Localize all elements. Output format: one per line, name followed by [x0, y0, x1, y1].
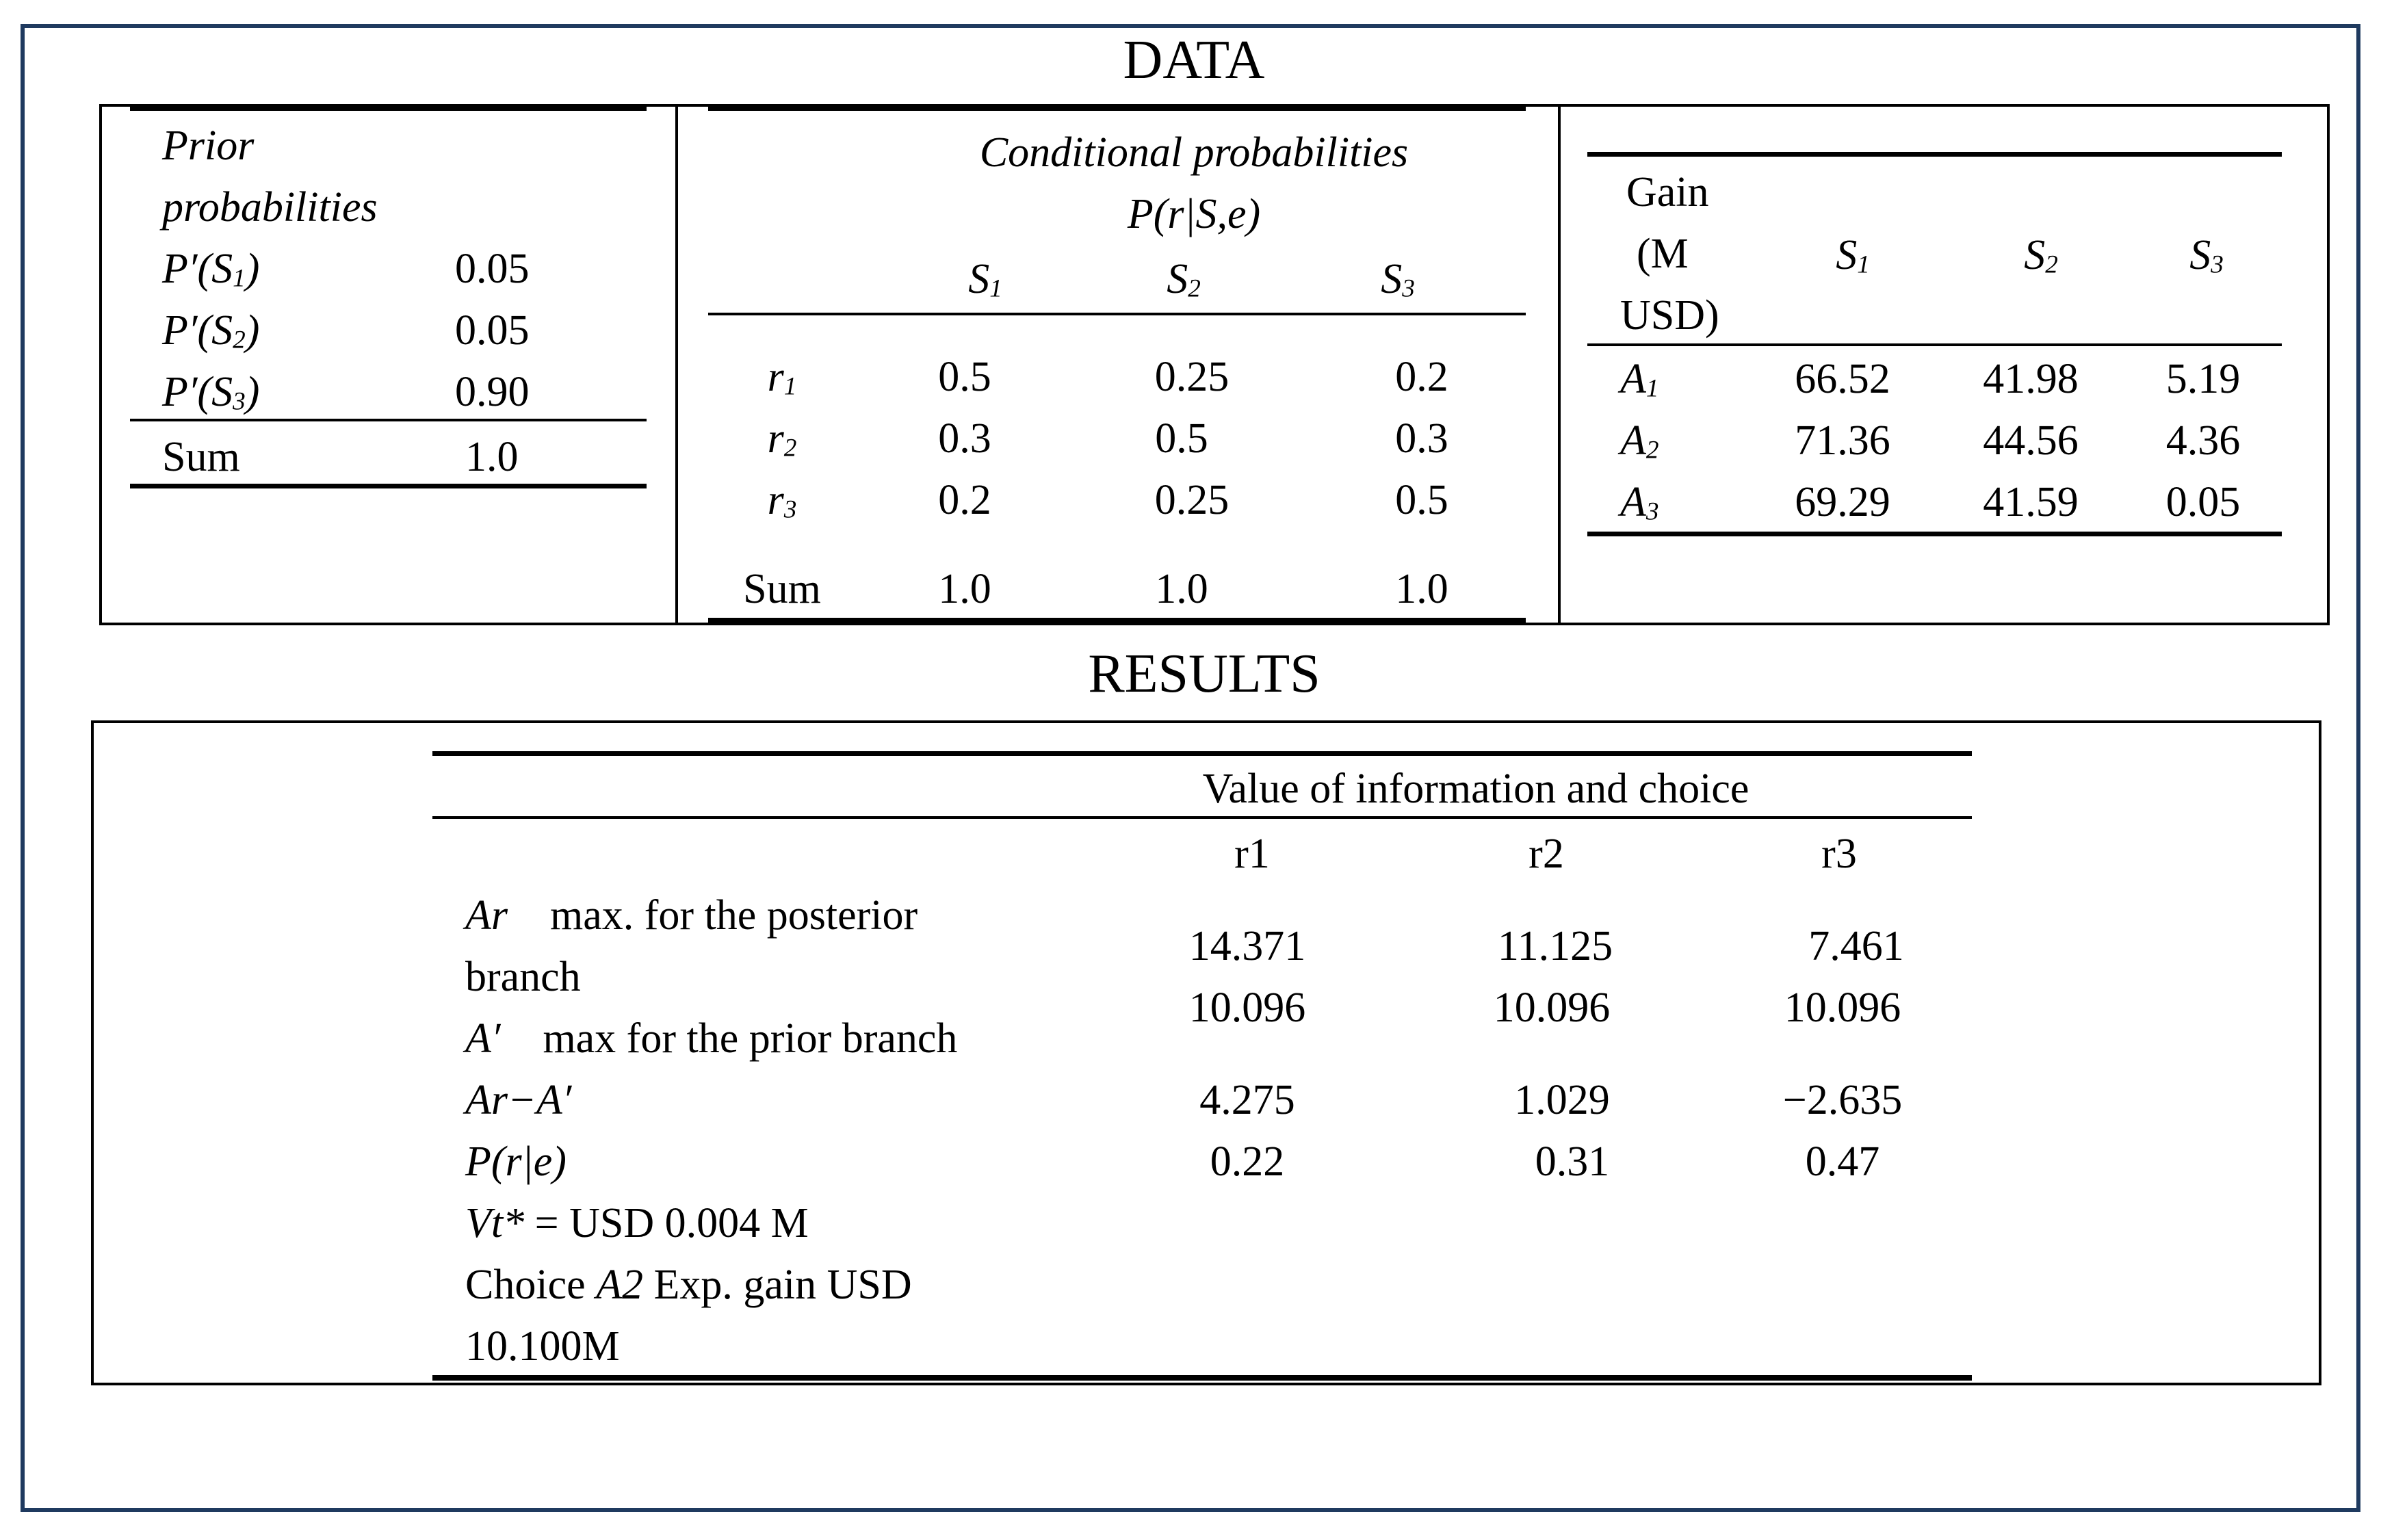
- aprime-value: 10.096: [1493, 984, 1611, 1031]
- conditional-cell: 0.3: [1395, 415, 1448, 462]
- ar-label: Ar max. for the posterior: [465, 892, 918, 939]
- gain-top-rule: [1587, 152, 2282, 157]
- gain-col-header: $S_1$: [1836, 232, 1870, 279]
- conditional-sum-value: 1.0: [1395, 566, 1448, 612]
- gain-header-rule: [1587, 343, 2282, 346]
- prior-sum-value: 1.0: [465, 434, 519, 480]
- gain-row-label: $A_3$: [1620, 479, 1659, 526]
- prior-bottom-rule: [130, 484, 647, 488]
- results-col-header: r2: [1528, 831, 1564, 877]
- conditional-cell: 0.5: [1155, 415, 1208, 462]
- ar-description: branch: [465, 954, 581, 1000]
- conditional-row-label: $r_3$: [767, 477, 797, 524]
- aprime-value: 10.096: [1188, 984, 1306, 1031]
- conditional-cell: 0.3: [938, 415, 991, 462]
- prior-title-line2: probabilities: [162, 184, 378, 231]
- prior-row-value: 0.05: [455, 307, 530, 354]
- gain-row-label: $A_1$: [1620, 356, 1659, 403]
- gain-cell: 71.36: [1795, 417, 1890, 464]
- choice-gain-value: 10.100M: [465, 1323, 620, 1370]
- gain-bottom-rule: [1587, 532, 2282, 536]
- probability-value: 0.47: [1805, 1138, 1880, 1185]
- difference-value: 1.029: [1514, 1077, 1610, 1123]
- results-top-rule: [432, 751, 1972, 756]
- conditional-col-header: $S_3$: [1381, 256, 1415, 303]
- gain-cell: 41.59: [1983, 479, 2079, 525]
- gain-row-label: $A_2$: [1620, 417, 1659, 465]
- gain-cell: 5.19: [2165, 356, 2241, 402]
- conditional-cell: 0.5: [1395, 477, 1448, 523]
- aprime-label: A′ max for the prior branch: [465, 1015, 958, 1062]
- conditional-top-rule: [708, 106, 1526, 111]
- conditional-bottom-rule: [708, 618, 1526, 623]
- prior-sum-label: Sum: [162, 434, 240, 480]
- conditional-cell: 0.5: [938, 354, 991, 400]
- difference-value: 4.275: [1199, 1077, 1295, 1123]
- conditional-cell: 0.25: [1154, 477, 1229, 523]
- results-col-header: r1: [1234, 831, 1270, 877]
- gain-header-line1: Gain: [1626, 169, 1709, 216]
- conditional-notation: P(r|S,e): [1127, 191, 1261, 237]
- conditional-header-rule: [708, 313, 1526, 315]
- value-of-information: Vt* = USD 0.004 M: [465, 1200, 809, 1247]
- data-divider-2: [1558, 104, 1561, 625]
- ar-value: 14.371: [1188, 923, 1306, 969]
- prior-row-label: $P'(S_2)$: [162, 307, 260, 354]
- results-bottom-rule: [432, 1375, 1972, 1381]
- probability-value: 0.31: [1535, 1138, 1610, 1185]
- results-header-rule: [432, 816, 1972, 819]
- prior-top-rule: [130, 106, 647, 111]
- gain-col-header: $S_3$: [2189, 232, 2224, 279]
- probability-value: 0.22: [1210, 1138, 1285, 1185]
- conditional-sum-value: 1.0: [938, 566, 991, 612]
- results-box: [91, 720, 2321, 1385]
- gain-cell: 4.36: [2165, 417, 2241, 464]
- difference-label: Ar−A′: [465, 1077, 572, 1123]
- ar-value: 11.125: [1497, 923, 1613, 969]
- gain-cell: 66.52: [1795, 356, 1890, 402]
- conditional-col-header: $S_1$: [968, 256, 1002, 303]
- conditional-col-header: $S_2$: [1167, 256, 1201, 303]
- gain-col-header: $S_2$: [2024, 232, 2058, 279]
- results-header: Value of information and choice: [1202, 766, 1749, 812]
- prior-row-value: 0.90: [455, 369, 530, 415]
- gain-header-line2: (M: [1637, 231, 1689, 277]
- conditional-cell: 0.2: [938, 477, 991, 523]
- ar-value: 7.461: [1808, 923, 1904, 969]
- prior-mid-rule: [130, 419, 647, 421]
- probability-label: P(r|e): [465, 1138, 567, 1185]
- conditional-cell: 0.25: [1154, 354, 1229, 400]
- gain-cell: 69.29: [1795, 479, 1890, 525]
- prior-title-line1: Prior: [162, 122, 255, 169]
- prior-row-value: 0.05: [455, 246, 530, 292]
- data-heading: DATA: [1123, 30, 1265, 90]
- conditional-sum-label: Sum: [743, 566, 821, 612]
- choice-line: Choice A2 Exp. gain USD: [465, 1262, 912, 1308]
- aprime-value: 10.096: [1784, 984, 1901, 1031]
- results-heading: RESULTS: [1088, 644, 1320, 704]
- results-col-header: r3: [1821, 831, 1857, 877]
- conditional-row-label: $r_2$: [767, 415, 797, 462]
- prior-row-label: $P'(S_3)$: [162, 369, 260, 416]
- gain-cell: 44.56: [1983, 417, 2079, 464]
- difference-value: −2.635: [1782, 1077, 1903, 1123]
- conditional-title: Conditional probabilities: [979, 129, 1409, 176]
- data-divider-1: [675, 104, 678, 625]
- gain-cell: 0.05: [2165, 479, 2241, 525]
- conditional-sum-value: 1.0: [1155, 566, 1208, 612]
- gain-cell: 41.98: [1983, 356, 2079, 402]
- prior-row-label: $P'(S_1)$: [162, 246, 260, 293]
- conditional-cell: 0.2: [1395, 354, 1448, 400]
- conditional-row-label: $r_1$: [767, 354, 797, 401]
- gain-header-line3: USD): [1620, 292, 1719, 339]
